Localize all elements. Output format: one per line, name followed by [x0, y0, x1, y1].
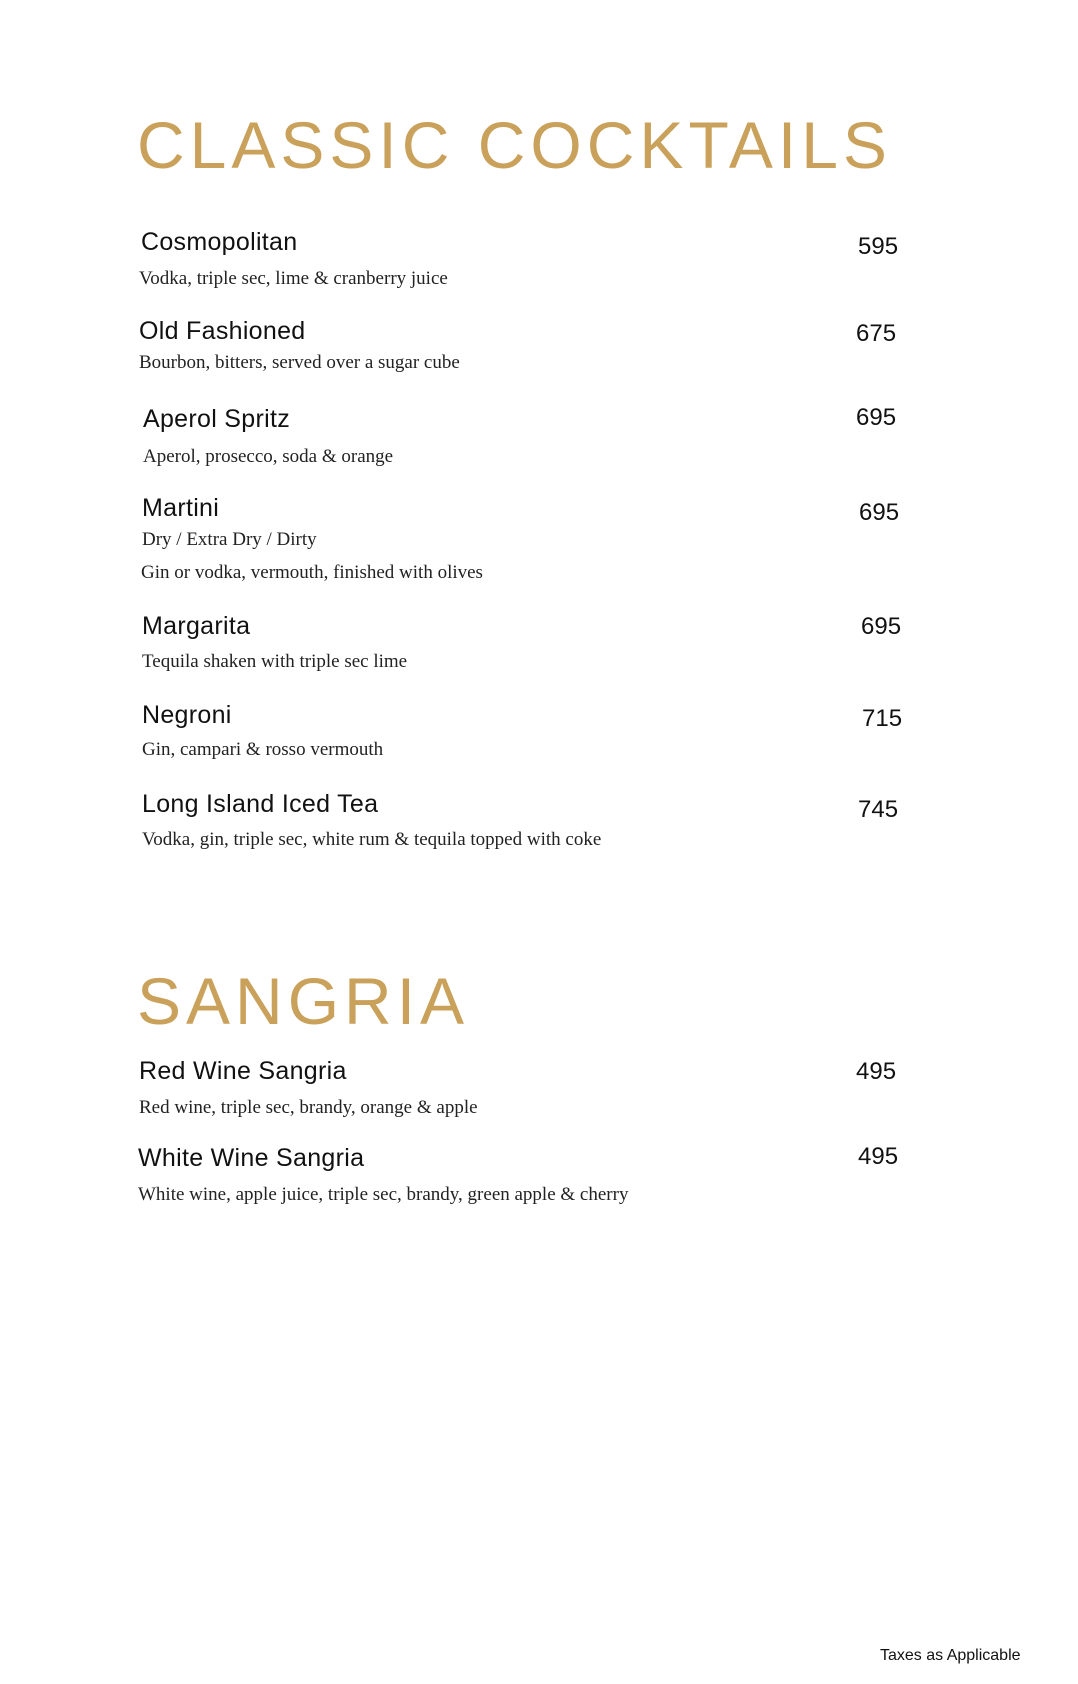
item-price: 695	[861, 613, 902, 640]
item-name: Cosmopolitan	[141, 228, 298, 256]
item-description: Vodka, gin, triple sec, white rum & tequila topped with coke	[142, 829, 602, 850]
item-name: Negroni	[142, 701, 232, 729]
item-description-secondary: Gin or vodka, vermouth, finished with olives	[141, 562, 483, 583]
item-name: White Wine Sangria	[138, 1144, 365, 1172]
item-description: Aperol, prosecco, soda & orange	[143, 446, 394, 467]
item-price: 495	[858, 1143, 899, 1170]
item-description: White wine, apple juice, triple sec, brandy, green apple & cherry	[138, 1184, 629, 1205]
section-title-sangria: SANGRIA	[137, 964, 470, 1038]
item-description: Red wine, triple sec, brandy, orange & apple	[139, 1097, 478, 1118]
item-price: 715	[862, 705, 903, 732]
item-name: Margarita	[142, 612, 251, 640]
item-name: Long Island Iced Tea	[142, 790, 379, 818]
item-description: Gin, campari & rosso vermouth	[142, 739, 384, 760]
item-description: Dry / Extra Dry / Dirty	[142, 529, 317, 550]
section-title-classic-cocktails: CLASSIC COCKTAILS	[137, 108, 892, 182]
item-name: Red Wine Sangria	[139, 1057, 347, 1085]
item-description: Tequila shaken with triple sec lime	[142, 651, 408, 672]
item-name: Martini	[142, 494, 220, 522]
item-price: 675	[856, 320, 897, 347]
item-name: Old Fashioned	[139, 317, 306, 345]
item-name: Aperol Spritz	[143, 405, 291, 433]
item-price: 695	[859, 499, 900, 526]
item-price: 695	[856, 404, 897, 431]
item-description: Bourbon, bitters, served over a sugar cube	[139, 352, 460, 373]
taxes-note: Taxes as Applicable	[880, 1647, 1021, 1664]
item-price: 595	[858, 233, 899, 260]
item-description: Vodka, triple sec, lime & cranberry juice	[139, 268, 448, 289]
item-price: 495	[856, 1058, 897, 1085]
item-price: 745	[858, 796, 899, 823]
